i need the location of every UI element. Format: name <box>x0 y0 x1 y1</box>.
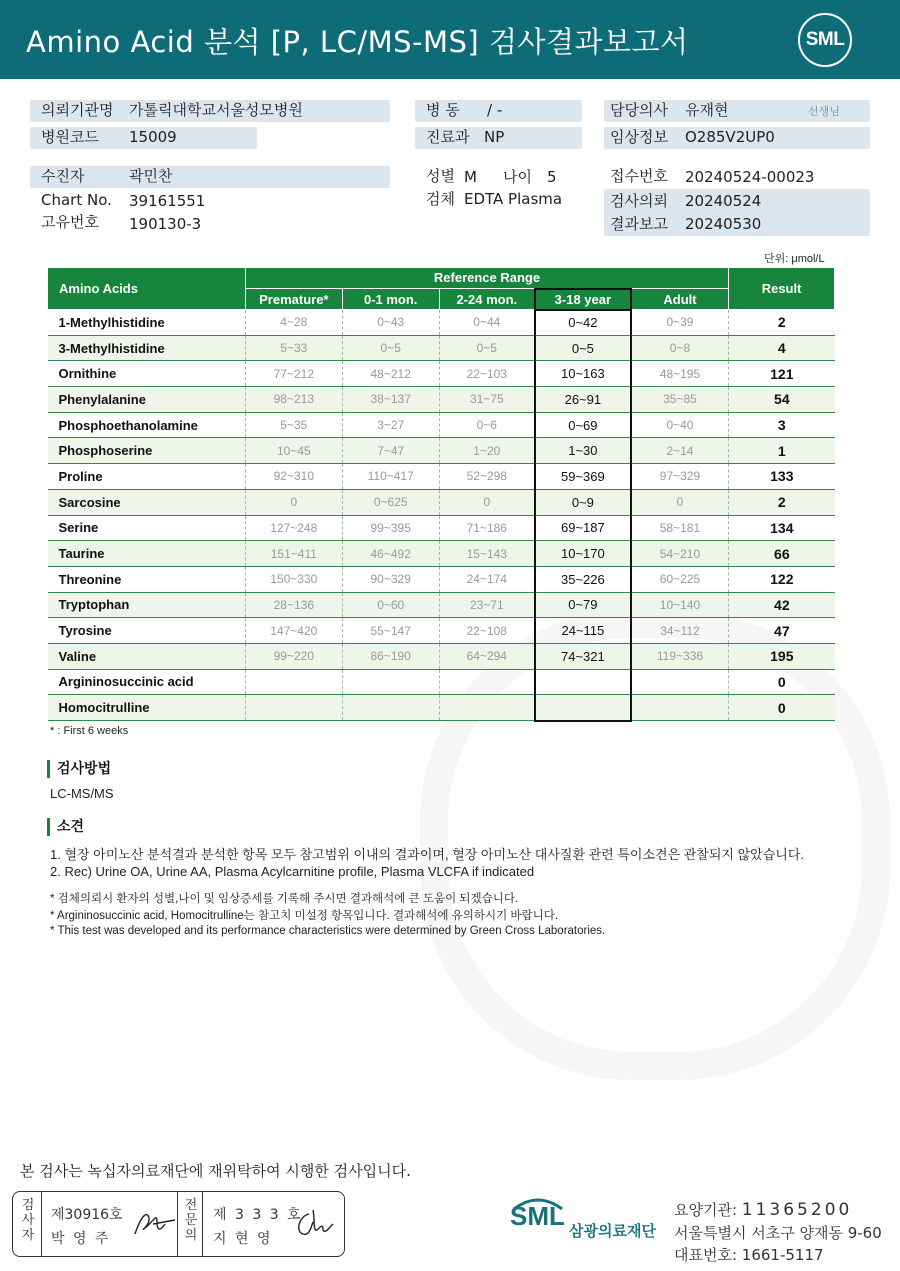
chart-label: Chart No. <box>41 191 112 209</box>
reference-range-cell <box>342 669 439 695</box>
reference-range-cell: 59~369 <box>535 464 631 490</box>
reference-range-cell: 90~329 <box>342 566 439 592</box>
doctor-value: 유재현 <box>685 101 729 119</box>
report-date-label: 결과보고 <box>610 215 668 233</box>
table-row <box>48 669 835 695</box>
result-cell: 47 <box>729 618 835 644</box>
result-cell: 66 <box>729 541 835 567</box>
findings-heading: 소견 <box>47 818 84 836</box>
specimen-value: EDTA Plasma <box>464 190 563 208</box>
reference-range-cell: 60~225 <box>631 566 729 592</box>
reference-range-cell: 5~33 <box>245 335 342 361</box>
reference-range-cell: 55~147 <box>342 618 439 644</box>
reference-range-cell: 54~210 <box>631 541 729 567</box>
amino-acid-name: Phosphoserine <box>48 438 246 464</box>
amino-acid-name: Homocitrulline <box>48 695 246 721</box>
reference-range-cell: 24~115 <box>535 618 631 644</box>
examiner-name: 박 영 주 <box>51 1231 111 1247</box>
clinical-value: O285V2UP0 <box>685 128 775 146</box>
amino-acid-name: 1-Methylhistidine <box>48 310 246 336</box>
reference-range-cell: 10~45 <box>245 438 342 464</box>
org-logo: SML <box>510 1201 565 1231</box>
logo-text: SML <box>805 29 845 50</box>
reference-range-cell: 77~212 <box>245 361 342 387</box>
amino-acid-name: Argininosuccinic acid <box>48 669 246 695</box>
result-cell: 121 <box>729 361 835 387</box>
amino-acid-name: Ornithine <box>48 361 246 387</box>
col-3-18-year: 3-18 year <box>535 289 631 310</box>
result-cell: 0 <box>729 669 835 695</box>
reference-range-cell: 99~395 <box>342 515 439 541</box>
uid-label: 고유번호 <box>41 213 99 231</box>
report-title: Amino Acid 분석 [P, LC/MS-MS] 검사결과보고서 <box>26 25 689 59</box>
table-row <box>48 515 835 541</box>
table-footnote: * : First 6 weeks <box>50 725 129 737</box>
reference-range-cell: 69~187 <box>535 515 631 541</box>
bottom-note: 본 검사는 녹십자의료재단에 재위탁하여 시행한 검사입니다. <box>20 1162 411 1180</box>
reference-range-cell: 0 <box>631 489 729 515</box>
note-line: * 검체의뢰시 환자의 성별,나이 및 임상증세를 기록해 주시면 결과해석에 큰 도움이 되겠습니다. <box>50 893 519 905</box>
table-row <box>48 438 835 464</box>
reference-range-cell <box>535 669 631 695</box>
org-code-label: 요양기관: <box>674 1201 738 1219</box>
result-cell: 122 <box>729 566 835 592</box>
reference-range-cell: 1~30 <box>535 438 631 464</box>
result-cell: 0 <box>729 695 835 721</box>
amino-acid-name: Phenylalanine <box>48 387 246 413</box>
reference-range-cell: 0~5 <box>342 335 439 361</box>
table-row <box>48 361 835 387</box>
unit-label: 단위: μmol/L <box>764 253 825 265</box>
chart-value: 39161551 <box>129 192 206 210</box>
age-label: 나이 <box>503 168 532 186</box>
reference-range-cell <box>439 669 535 695</box>
table-row <box>48 335 835 361</box>
reference-range-cell: 0 <box>245 489 342 515</box>
result-cell: 195 <box>729 643 835 669</box>
age-value: 5 <box>547 168 557 186</box>
reference-range-cell: 119~336 <box>631 643 729 669</box>
amino-acid-name: Valine <box>48 643 246 669</box>
reference-range-cell: 1~20 <box>439 438 535 464</box>
table-row <box>48 592 835 618</box>
org-phone-value: 1661-5117 <box>741 1246 824 1264</box>
result-cell: 2 <box>729 489 835 515</box>
result-cell: 133 <box>729 464 835 490</box>
reference-range-cell: 24~174 <box>439 566 535 592</box>
reference-range-cell: 10~140 <box>631 592 729 618</box>
col-2-24-mon: 2-24 mon. <box>439 289 535 310</box>
examiner-no: 제30916호 <box>51 1207 123 1223</box>
reference-range-cell: 7~47 <box>342 438 439 464</box>
reference-range-cell: 0~625 <box>342 489 439 515</box>
reference-range-cell: 92~310 <box>245 464 342 490</box>
sex-value: M <box>464 168 477 186</box>
col-0-1-mon: 0-1 mon. <box>342 289 439 310</box>
reference-range-cell: 0~43 <box>342 310 439 336</box>
amino-acid-name: Proline <box>48 464 246 490</box>
col-amino-acids: Amino Acids <box>48 268 246 310</box>
reference-range-cell: 97~329 <box>631 464 729 490</box>
reference-range-cell: 2~14 <box>631 438 729 464</box>
reference-range-cell: 150~330 <box>245 566 342 592</box>
specimen-label: 검체 <box>426 190 455 208</box>
result-cell: 134 <box>729 515 835 541</box>
finding-line: 2. Rec) Urine OA, Urine AA, Plasma Acylcarnitine profile, Plasma VLCFA if indicated <box>50 864 535 879</box>
reference-range-cell: 0~6 <box>439 412 535 438</box>
specialist-signature <box>293 1206 341 1242</box>
reference-range-cell: 0~5 <box>439 335 535 361</box>
org-code-value: 11365200 <box>741 1200 853 1220</box>
dept-label: 진료과 <box>426 128 470 146</box>
table-row <box>48 566 835 592</box>
institution-value: 가톨릭대학교서울성모병원 <box>129 101 303 119</box>
examiner-signature <box>131 1206 181 1242</box>
reference-range-cell: 86~190 <box>342 643 439 669</box>
table-row <box>48 387 835 413</box>
result-cell: 1 <box>729 438 835 464</box>
request-label: 검사의뢰 <box>610 192 668 210</box>
doctor-suffix: 선생님 <box>808 105 840 118</box>
reference-range-cell: 38~137 <box>342 387 439 413</box>
receipt-value: 20240524-00023 <box>685 168 815 186</box>
amino-acid-name: Taurine <box>48 541 246 567</box>
reference-range-cell: 71~186 <box>439 515 535 541</box>
reference-range-cell: 4~28 <box>245 310 342 336</box>
reference-range-cell: 99~220 <box>245 643 342 669</box>
amino-acid-name: Threonine <box>48 566 246 592</box>
amino-acid-name: 3-Methylhistidine <box>48 335 246 361</box>
col-adult: Adult <box>631 289 729 310</box>
reference-range-cell <box>631 695 729 721</box>
col-result: Result <box>729 268 835 310</box>
reference-range-cell: 5~35 <box>245 412 342 438</box>
specialist-label: 전문의 <box>184 1198 198 1243</box>
note-line: * Argininosuccinic acid, Homocitrulline는 참고치 미설정 항목입니다. 결과해석에 유의하시기 바랍니다. <box>50 910 559 922</box>
reference-range-cell: 10~170 <box>535 541 631 567</box>
signature-box <box>12 1191 345 1257</box>
patient-label: 수진자 <box>41 167 85 185</box>
reference-range-cell: 0~79 <box>535 592 631 618</box>
amino-acid-name: Sarcosine <box>48 489 246 515</box>
reference-range-cell: 0~44 <box>439 310 535 336</box>
col-reference-range: Reference Range <box>245 268 728 289</box>
clinical-label: 임상정보 <box>610 128 668 146</box>
table-row <box>48 695 835 721</box>
request-value: 20240524 <box>685 192 762 210</box>
reference-range-cell: 64~294 <box>439 643 535 669</box>
reference-range-cell: 0~42 <box>535 310 631 336</box>
col-premature: Premature* <box>245 289 342 310</box>
reference-range-cell: 151~411 <box>245 541 342 567</box>
amino-acid-table <box>47 267 835 722</box>
hospital-code-label: 병원코드 <box>41 128 99 146</box>
amino-acid-name: Serine <box>48 515 246 541</box>
org-name: 삼광의료재단 <box>569 1222 656 1240</box>
reference-range-cell: 10~163 <box>535 361 631 387</box>
reference-range-cell: 98~213 <box>245 387 342 413</box>
hospital-code-value: 15009 <box>129 128 177 146</box>
reference-range-cell: 22~103 <box>439 361 535 387</box>
reference-range-cell <box>439 695 535 721</box>
specialist-name: 지 현 영 <box>213 1231 273 1247</box>
method-heading: 검사방법 <box>47 760 111 778</box>
reference-range-cell: 46~492 <box>342 541 439 567</box>
sml-logo <box>798 13 852 67</box>
org-address: 서울특별시 서초구 양재동 9-60 <box>674 1224 882 1242</box>
examiner-label: 검사자 <box>21 1198 35 1243</box>
reference-range-cell <box>631 669 729 695</box>
reference-range-cell: 22~108 <box>439 618 535 644</box>
result-cell: 42 <box>729 592 835 618</box>
institution-label: 의뢰기관명 <box>41 101 114 119</box>
doctor-label: 담당의사 <box>610 101 668 119</box>
reference-range-cell: 110~417 <box>342 464 439 490</box>
reference-range-cell: 0~39 <box>631 310 729 336</box>
uid-value: 190130-3 <box>129 215 202 233</box>
reference-range-cell: 0~8 <box>631 335 729 361</box>
reference-range-cell: 147~420 <box>245 618 342 644</box>
reference-range-cell: 35~226 <box>535 566 631 592</box>
reference-range-cell: 34~112 <box>631 618 729 644</box>
amino-acid-name: Tyrosine <box>48 618 246 644</box>
reference-range-cell: 0~60 <box>342 592 439 618</box>
reference-range-cell: 0~9 <box>535 489 631 515</box>
report-date-value: 20240530 <box>685 215 762 233</box>
note-line: * This test was developed and its performance characteristics were determined by Green Cross Laboratories. <box>50 925 606 937</box>
result-cell: 2 <box>729 310 835 336</box>
dept-value: NP <box>484 128 505 146</box>
reference-range-cell: 28~136 <box>245 592 342 618</box>
reference-range-cell: 35~85 <box>631 387 729 413</box>
specialist-no: 제 3 3 3 호 <box>213 1207 303 1223</box>
result-cell: 54 <box>729 387 835 413</box>
table-row <box>48 541 835 567</box>
reference-range-cell: 52~298 <box>439 464 535 490</box>
reference-range-cell: 23~71 <box>439 592 535 618</box>
reference-range-cell: 15~143 <box>439 541 535 567</box>
reference-range-cell: 48~195 <box>631 361 729 387</box>
result-cell: 3 <box>729 412 835 438</box>
reference-range-cell <box>245 695 342 721</box>
amino-acid-name: Phosphoethanolamine <box>48 412 246 438</box>
reference-range-cell <box>342 695 439 721</box>
reference-range-cell: 31~75 <box>439 387 535 413</box>
receipt-label: 접수번호 <box>610 167 668 185</box>
reference-range-cell: 48~212 <box>342 361 439 387</box>
org-phone-label: 대표번호: <box>674 1246 738 1264</box>
method-text: LC-MS/MS <box>50 786 114 801</box>
reference-range-cell: 58~181 <box>631 515 729 541</box>
reference-range-cell: 3~27 <box>342 412 439 438</box>
logo-arc-icon <box>512 1197 564 1211</box>
amino-acid-name: Tryptophan <box>48 592 246 618</box>
reference-range-cell <box>535 695 631 721</box>
report-header <box>0 0 900 79</box>
reference-range-cell: 127~248 <box>245 515 342 541</box>
table-row <box>48 310 835 336</box>
table-row <box>48 489 835 515</box>
table-row <box>48 643 835 669</box>
reference-range-cell: 26~91 <box>535 387 631 413</box>
table-row <box>48 618 835 644</box>
result-cell: 4 <box>729 335 835 361</box>
sex-label: 성별 <box>426 167 455 185</box>
reference-range-cell: 0 <box>439 489 535 515</box>
reference-range-cell: 74~321 <box>535 643 631 669</box>
patient-value: 곽민찬 <box>129 167 173 185</box>
reference-range-cell: 0~69 <box>535 412 631 438</box>
table-row <box>48 412 835 438</box>
org-phone <box>674 1244 824 1265</box>
reference-range-cell <box>245 669 342 695</box>
reference-range-cell: 0~5 <box>535 335 631 361</box>
org-code <box>674 1199 852 1220</box>
finding-line: 1. 혈장 아미노산 분석결과 분석한 항목 모두 참고범위 이내의 결과이며, 혈장 아미노산 대사질환 관련 특이소견은 관찰되지 않았습니다. <box>50 847 804 862</box>
reference-range-cell: 0~40 <box>631 412 729 438</box>
ward-label: 병 동 <box>426 101 460 119</box>
table-row <box>48 464 835 490</box>
ward-value: / - <box>487 101 503 119</box>
